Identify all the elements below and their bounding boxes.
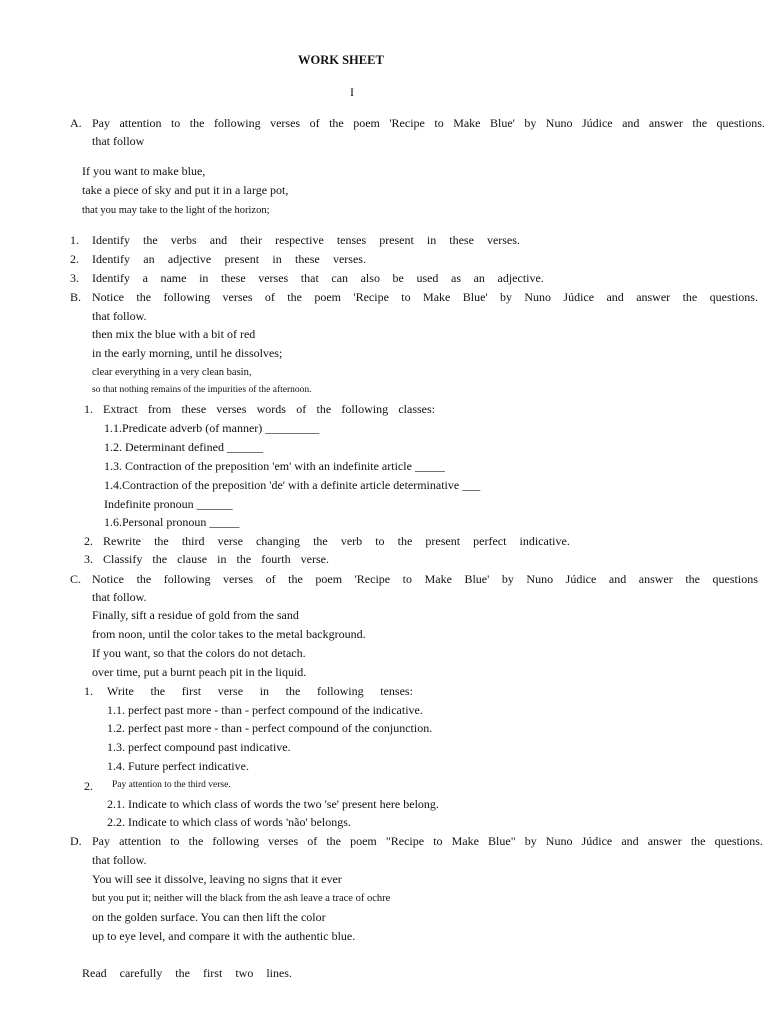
word: third	[181, 534, 205, 548]
word: verses	[258, 271, 289, 285]
word: Pay	[92, 834, 110, 848]
word: verse	[217, 684, 244, 698]
word: of	[296, 402, 307, 416]
word: used	[416, 271, 439, 285]
word: by	[524, 116, 537, 130]
word: the	[316, 402, 332, 416]
word: Identify	[92, 252, 130, 266]
verse-line: Finally, sift a residue of gold from the sand	[92, 608, 299, 622]
word: the	[326, 834, 342, 848]
question-number: 3.	[84, 552, 93, 566]
question-number: 1.	[70, 233, 79, 247]
sub-question: 1.3. Contraction of the preposition 'em' with an indefinite article _____	[104, 459, 445, 473]
word: and	[209, 233, 228, 247]
word: verbs	[170, 233, 197, 247]
word: Make	[451, 834, 479, 848]
verse-line: clear everything in a very clean basin,	[92, 367, 252, 378]
verse-line: so that nothing remains of the impurities of the afternoon.	[92, 385, 312, 395]
verse-line: take a piece of sky and put it in a large pot,	[82, 183, 289, 197]
verse-line: over time, put a burnt peach pit in the liquid.	[92, 665, 307, 679]
word: the	[189, 116, 205, 130]
word: poem	[350, 834, 377, 848]
question-text	[92, 252, 366, 267]
question-text	[103, 534, 570, 549]
verse-line: If you want, so that the colors do not detach.	[92, 646, 306, 660]
sub-question: 2.1. Indicate to which class of words the two 'se' present here belong.	[107, 797, 439, 811]
word: tenses:	[380, 684, 413, 698]
word: these	[295, 252, 320, 266]
word: the	[329, 116, 344, 130]
word: Make	[423, 290, 451, 304]
question-number: 2.	[70, 252, 79, 266]
word: Blue'	[490, 116, 515, 130]
word: also	[360, 271, 380, 285]
verse-line: You will see it dissolve, leaving no signs that it ever	[92, 872, 342, 886]
word: poem	[353, 116, 380, 130]
section-d-instruction-cont: that follow.	[92, 853, 147, 867]
word: Extract	[103, 402, 138, 416]
sub-question: 1.2. Determinant defined ______	[104, 440, 263, 454]
question-text	[103, 552, 329, 567]
word: as	[451, 271, 462, 285]
word: in	[199, 271, 209, 285]
word: that	[300, 271, 319, 285]
word: verses.	[486, 233, 520, 247]
section-d-instruction	[92, 834, 763, 849]
word: in	[272, 252, 282, 266]
word: of	[307, 834, 318, 848]
section-a-instruction-cont: that follow	[92, 134, 145, 148]
word: perfect	[473, 534, 507, 548]
word: of	[309, 116, 320, 130]
word: to	[402, 572, 413, 586]
sub-question: 1.2. perfect past more - than - perfect compound of the conjunction.	[107, 721, 433, 735]
word: by	[499, 290, 512, 304]
word: by	[501, 572, 514, 586]
word: two	[235, 966, 254, 980]
word: "Recipe	[385, 834, 425, 848]
section-c-instruction	[92, 572, 758, 587]
word: to	[401, 290, 411, 304]
sub-question: 1.6.Personal pronoun _____	[104, 515, 240, 529]
word: Nuno	[545, 834, 573, 848]
word: fourth	[261, 552, 291, 566]
word: present	[224, 252, 260, 266]
word: these	[220, 271, 246, 285]
word: Júdice	[565, 572, 597, 586]
word: indicative.	[519, 534, 570, 548]
word: in	[259, 684, 270, 698]
verse-line: on the golden surface. You can then lift the color	[92, 910, 326, 924]
word: Identify	[92, 271, 130, 285]
word: Write	[107, 684, 134, 698]
word: 'Recipe	[354, 572, 391, 586]
word: and	[608, 572, 627, 586]
word: the	[150, 684, 166, 698]
word: present	[379, 233, 414, 247]
word: verses	[270, 116, 301, 130]
worksheet-title: WORK SHEET	[298, 53, 384, 67]
verse-line: from noon, until the color takes to the metal background.	[92, 627, 366, 641]
word: Notice	[92, 572, 124, 586]
word: the	[690, 834, 706, 848]
word: and	[621, 834, 639, 848]
word: their	[240, 233, 263, 247]
word: classes:	[398, 402, 435, 416]
word: Identify	[92, 233, 130, 247]
section-b-instruction	[92, 290, 758, 305]
sub-question: 1.4.Contraction of the preposition 'de' with a definite article determinative ___	[104, 478, 481, 492]
word: lines.	[266, 966, 292, 980]
word: Nuno	[524, 290, 552, 304]
word: first	[202, 966, 223, 980]
word: in	[217, 552, 227, 566]
question-text	[107, 684, 413, 699]
word: adjective.	[497, 271, 544, 285]
word: poem	[315, 572, 343, 586]
word: following	[213, 116, 261, 130]
verse-line: that you may take to the light of the horizon;	[82, 205, 270, 216]
question-number: 2.	[84, 534, 93, 548]
question-number: 2.	[84, 779, 93, 793]
word: following	[316, 684, 364, 698]
word: tenses	[336, 233, 367, 247]
word: attention	[119, 116, 162, 130]
word: can	[331, 271, 349, 285]
word: Nuno	[526, 572, 554, 586]
word: the	[136, 572, 152, 586]
verse-line: but you put it; neither will the black from the ash leave a trace of ochre	[92, 893, 391, 904]
question-number: 3.	[70, 271, 79, 285]
word: Júdice	[581, 116, 613, 130]
word: changing	[255, 534, 300, 548]
word: verses	[222, 290, 253, 304]
word: verb	[340, 534, 363, 548]
word: these	[449, 233, 474, 247]
word: by	[524, 834, 537, 848]
word: 'Recipe	[353, 290, 389, 304]
word: Júdice	[563, 290, 595, 304]
word: the	[682, 290, 698, 304]
word: attention	[119, 834, 162, 848]
question-text: Pay attention to the third verse.	[112, 780, 231, 790]
word: a	[142, 271, 148, 285]
word: Blue"	[488, 834, 516, 848]
sub-question: 1.1. perfect past more - than - perfect compound of the indicative.	[107, 703, 423, 717]
word: questions.	[714, 834, 763, 848]
section-b-instruction-cont: that follow.	[92, 309, 147, 323]
section-c-marker: C.	[70, 572, 82, 586]
word: be	[392, 271, 404, 285]
word: to	[433, 834, 443, 848]
word: in	[426, 233, 437, 247]
word: following	[163, 290, 211, 304]
sub-question: 2.2. Indicate to which class of words 'não' belongs.	[107, 815, 351, 829]
word: adjective	[167, 252, 212, 266]
word: Júdice	[581, 834, 613, 848]
word: 'Recipe	[389, 116, 425, 130]
word: verse	[217, 534, 243, 548]
word: the	[397, 534, 413, 548]
word: words	[256, 402, 286, 416]
word: following	[163, 572, 211, 586]
word: to	[170, 116, 181, 130]
word: Notice	[92, 290, 124, 304]
word: of	[264, 290, 275, 304]
question-text	[92, 233, 520, 248]
word: answer	[648, 116, 683, 130]
section-c-instruction-cont: that follow.	[92, 590, 147, 604]
word: Blue'	[464, 572, 490, 586]
word: Make	[424, 572, 452, 586]
section-b-marker: B.	[70, 290, 82, 304]
word: the	[288, 572, 303, 586]
verse-line: in the early morning, until he dissolves;	[92, 346, 283, 360]
word: the	[236, 552, 252, 566]
word: Blue'	[462, 290, 488, 304]
word: questions.	[709, 290, 758, 304]
section-number: I	[350, 85, 354, 99]
word: answer	[638, 572, 673, 586]
word: the	[154, 534, 169, 548]
word: following	[341, 402, 389, 416]
word: and	[606, 290, 624, 304]
word: Classify	[103, 552, 143, 566]
word: verses	[223, 572, 254, 586]
word: answer	[647, 834, 682, 848]
word: the	[285, 684, 301, 698]
word: the	[175, 966, 190, 980]
word: Rewrite	[103, 534, 141, 548]
question-number: 1.	[84, 684, 93, 698]
question-text	[92, 271, 544, 286]
word: and	[622, 116, 640, 130]
section-a-instruction	[92, 116, 765, 131]
word: the	[692, 116, 708, 130]
word: the	[188, 834, 204, 848]
word: name	[160, 271, 187, 285]
word: carefully	[119, 966, 163, 980]
read-instruction	[82, 966, 292, 981]
verse-line: then mix the blue with a bit of red	[92, 327, 256, 341]
word: Read	[82, 966, 107, 980]
word: present	[425, 534, 461, 548]
word: first	[181, 684, 202, 698]
word: of	[265, 572, 276, 586]
word: these	[181, 402, 207, 416]
verse-line: If you want to make blue,	[82, 164, 206, 178]
word: Nuno	[545, 116, 573, 130]
word: questions.	[716, 116, 765, 130]
verse-line: up to eye level, and compare it with the authentic blue.	[92, 929, 356, 943]
sub-question: Indefinite pronoun ______	[104, 497, 233, 511]
word: Pay	[92, 116, 110, 130]
word: the	[313, 534, 328, 548]
word: respective	[275, 233, 324, 247]
word: Make	[453, 116, 481, 130]
word: answer	[636, 290, 671, 304]
word: the	[287, 290, 302, 304]
word: to	[375, 534, 385, 548]
word: following	[212, 834, 260, 848]
word: poem	[314, 290, 342, 304]
sub-question: 1.1.Predicate adverb (of manner) _________	[104, 421, 320, 435]
word: to	[434, 116, 444, 130]
question-number: 1.	[84, 402, 93, 416]
word: to	[170, 834, 180, 848]
word: the	[152, 552, 168, 566]
word: clause	[177, 552, 208, 566]
word: verses	[268, 834, 299, 848]
word: verses	[216, 402, 247, 416]
word: the	[143, 233, 158, 247]
word: an	[473, 271, 485, 285]
word: verses.	[332, 252, 366, 266]
sub-question: 1.4. Future perfect indicative.	[107, 759, 249, 773]
word: from	[147, 402, 172, 416]
word: an	[143, 252, 155, 266]
word: the	[685, 572, 700, 586]
question-text	[103, 402, 435, 417]
sub-question: 1.3. perfect compound past indicative.	[107, 740, 291, 754]
word: verse.	[300, 552, 329, 566]
section-a-marker: A.	[70, 116, 82, 130]
word: the	[136, 290, 152, 304]
section-d-marker: D.	[70, 834, 82, 848]
word: questions	[712, 572, 758, 586]
